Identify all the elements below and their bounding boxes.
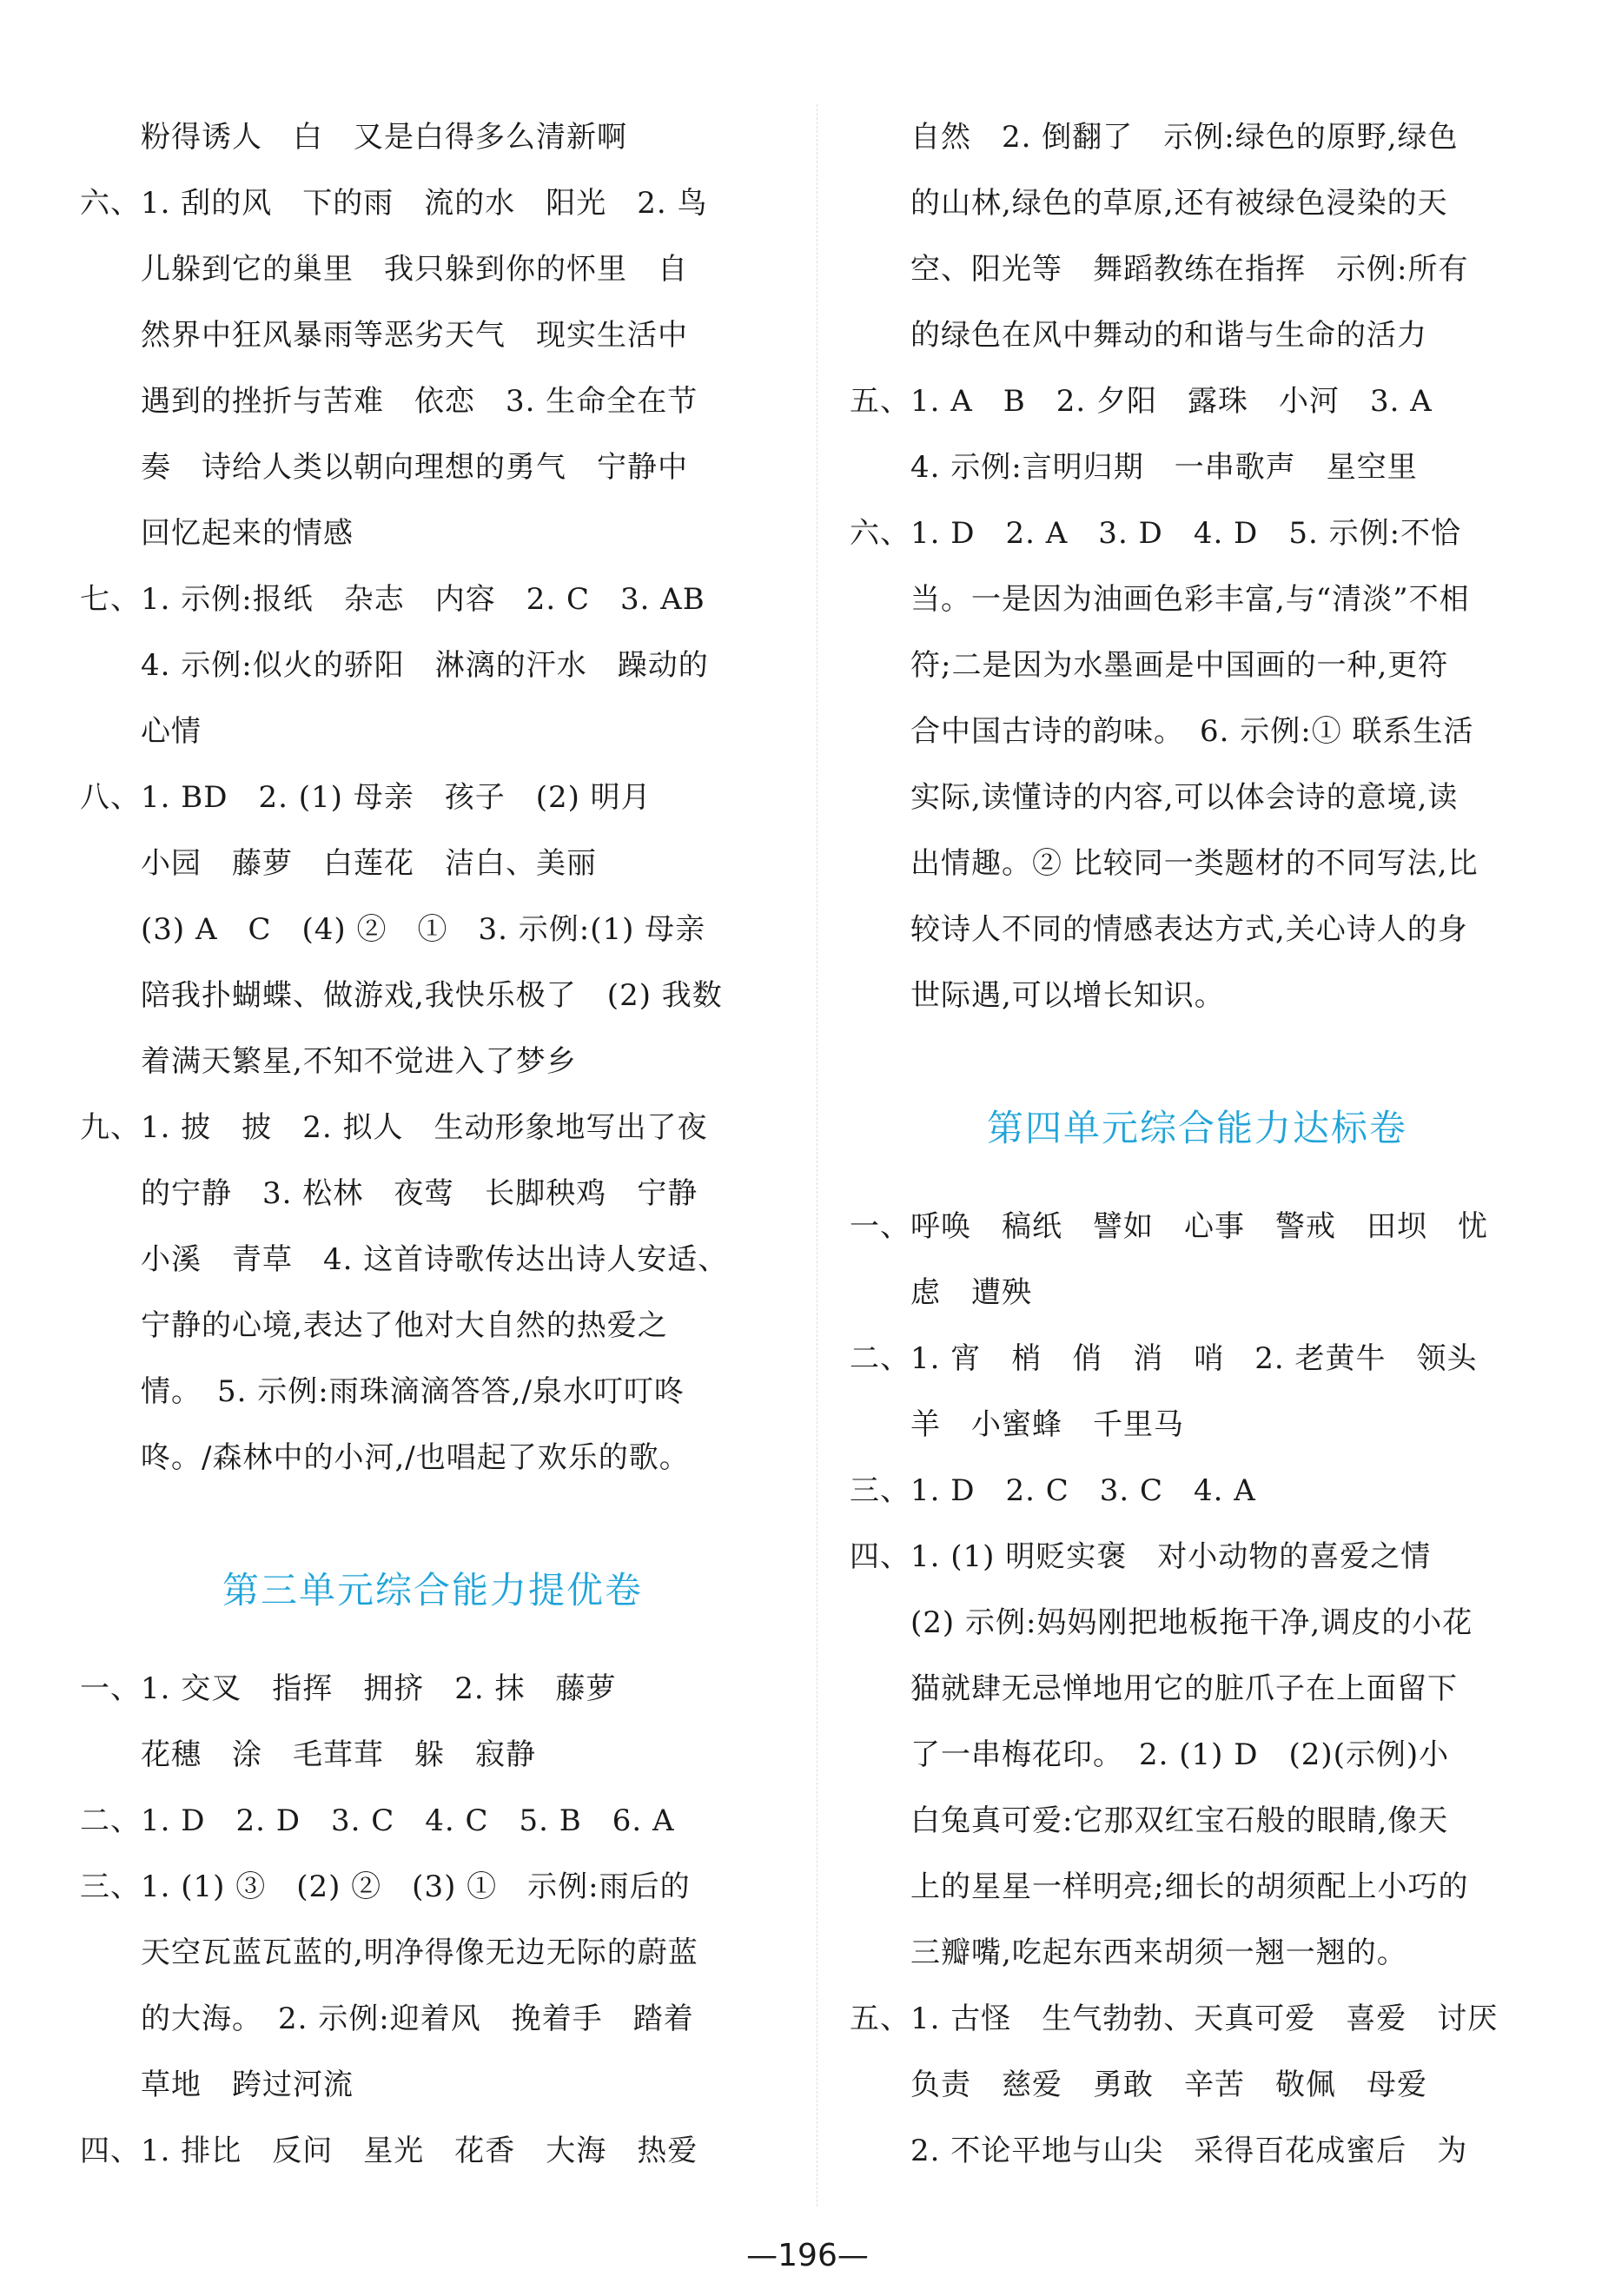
question-number: 三、: [850, 1473, 910, 1508]
answer-text: 1. BD 2. (1) 母亲 孩子 (2) 明月: [141, 780, 652, 815]
question-number: 二、: [80, 1803, 141, 1838]
page-number: —196—: [746, 2238, 869, 2273]
answer-line: [850, 566, 1545, 632]
question-number: 七、: [80, 582, 141, 617]
answer-text: 1. D 2. A 3. D 4. D 5. 示例:不恰: [910, 516, 1462, 551]
answer-line: [80, 1788, 785, 1854]
answer-text: 4. 示例:言明归期 一串歌声 星空里: [910, 450, 1418, 485]
answer-text: 当。一是因为油画色彩丰富,与“清淡”不相: [910, 582, 1470, 617]
answer-text: 负责 慈爱 勇敢 辛苦 敬佩 母爱: [910, 2068, 1427, 2102]
answer-line: [80, 764, 785, 830]
answer-line: [850, 2052, 1545, 2118]
answer-line: [850, 1788, 1545, 1854]
answer-text: 空、阳光等 舞蹈教练在指挥 示例:所有: [910, 252, 1469, 287]
answer-line: [850, 698, 1545, 764]
answer-line: [850, 1524, 1545, 1590]
section-title-unit4: 第四单元综合能力达标卷: [986, 1107, 1407, 1149]
answer-text: 符;二是因为水墨画是中国画的一种,更符: [910, 648, 1449, 683]
answer-text: 草地 跨过河流: [141, 2068, 354, 2102]
question-number: 五、: [850, 2002, 910, 2036]
answer-line: [850, 764, 1545, 830]
answer-text: 1. (1) ③ (2) ② (3) ① 示例:雨后的: [141, 1869, 691, 1904]
answer-text: 的大海。 2. 示例:迎着风 挽着手 踏着: [141, 2002, 694, 2036]
answer-line: [80, 1161, 785, 1227]
question-number: 四、: [80, 2134, 141, 2168]
answer-line: [850, 434, 1545, 500]
answer-text: 然界中狂风暴雨等恶劣天气 现实生活中: [141, 318, 688, 353]
answer-text: 出情趣。② 比较同一类题材的不同写法,比: [910, 846, 1479, 881]
question-number: 九、: [80, 1110, 141, 1145]
answer-line: [850, 1656, 1545, 1722]
answer-text: 三瓣嘴,吃起东西来胡须一翘一翘的。: [910, 1935, 1407, 1970]
answer-line: [850, 302, 1545, 368]
answer-text: 1. D 2. D 3. C 4. C 5. B 6. A: [141, 1803, 675, 1838]
answer-text: 小溪 青草 4. 这首诗歌传达出诗人安适、: [141, 1242, 729, 1277]
answer-line: [80, 236, 785, 302]
left-answers-part2: [80, 1656, 785, 2184]
answer-text: (3) A C (4) ② ① 3. 示例:(1) 母亲: [141, 912, 706, 947]
question-number: 五、: [850, 384, 910, 419]
answer-line: [80, 2052, 785, 2118]
answer-line: [850, 1590, 1545, 1656]
answer-text: 奏 诗给人类以朝向理想的勇气 宁静中: [141, 450, 688, 485]
answer-text: 猫就肆无忌惮地用它的脏爪子在上面留下: [910, 1671, 1458, 1706]
left-column: [80, 104, 785, 2184]
answer-line: [850, 170, 1545, 236]
answer-line: [80, 1656, 785, 1722]
answer-line: [850, 1458, 1545, 1524]
answer-line: [80, 302, 785, 368]
answer-text: 较诗人不同的情感表达方式,关心诗人的身: [910, 912, 1468, 947]
answer-text: 上的星星一样明亮;细长的胡须配上小巧的: [910, 1869, 1469, 1904]
answer-line: [850, 1260, 1545, 1326]
answer-text: 天空瓦蓝瓦蓝的,明净得像无边无际的蔚蓝: [141, 1935, 698, 1970]
answer-line: [80, 698, 785, 764]
question-number: 六、: [80, 186, 141, 221]
answer-text: 世际遇,可以增长知识。: [910, 978, 1225, 1013]
answer-line: [850, 500, 1545, 566]
answer-text: 咚。/森林中的小河,/也唱起了欢乐的歌。: [141, 1440, 690, 1475]
right-answers-part2: [850, 1194, 1545, 2184]
answer-text: 的山林,绿色的草原,还有被绿色浸染的天: [910, 186, 1448, 221]
answer-line: [80, 500, 785, 566]
right-answers-part1: [850, 104, 1545, 1029]
answer-line: [850, 368, 1545, 434]
answer-text: 实际,读懂诗的内容,可以体会诗的意境,读: [910, 780, 1459, 815]
answer-line: [80, 1425, 785, 1491]
answer-text: 着满天繁星,不知不觉进入了梦乡: [141, 1044, 577, 1079]
answer-line: [850, 1722, 1545, 1788]
answer-text: 1. 排比 反问 星光 花香 大海 热爱: [141, 2134, 698, 2168]
answer-line: [850, 2118, 1545, 2184]
answer-line: [850, 1326, 1545, 1392]
answer-line: [80, 1854, 785, 1920]
answer-line: [80, 1986, 785, 2052]
answer-line: [850, 1854, 1545, 1920]
answer-line: [850, 1194, 1545, 1260]
question-number: 六、: [850, 516, 910, 551]
answer-text: 呼唤 稿纸 譬如 心事 警戒 田坝 忧: [910, 1209, 1488, 1244]
answer-line: [80, 897, 785, 963]
answer-text: 花穗 涂 毛茸茸 躲 寂静: [141, 1737, 536, 1772]
answer-text: 的宁静 3. 松林 夜莺 长脚秧鸡 宁静: [141, 1176, 698, 1211]
answer-line: [80, 1722, 785, 1788]
answer-text: 1. 宵 梢 俏 消 哨 2. 老黄牛 领头: [910, 1341, 1478, 1376]
answer-line: [80, 1293, 785, 1359]
question-number: 八、: [80, 780, 141, 815]
answer-text: 遇到的挫折与苦难 依恋 3. 生命全在节: [141, 384, 698, 419]
right-column: [850, 104, 1545, 2184]
answer-line: [80, 1359, 785, 1425]
answer-line: [850, 632, 1545, 698]
answer-line: [850, 1392, 1545, 1458]
answer-line: [80, 2118, 785, 2184]
answer-line: [850, 104, 1545, 170]
question-number: 二、: [850, 1341, 910, 1376]
answer-text: 1. 交叉 指挥 拥挤 2. 抹 藤萝: [141, 1671, 617, 1706]
answer-line: [850, 830, 1545, 897]
answer-text: 宁静的心境,表达了他对大自然的热爱之: [141, 1308, 668, 1343]
answer-line: [80, 830, 785, 897]
answer-line: [850, 1920, 1545, 1986]
question-number: 一、: [850, 1209, 910, 1244]
answer-text: 虑 遭殃: [910, 1275, 1032, 1310]
answer-text: 情。 5. 示例:雨珠滴滴答答,/泉水叮叮咚: [141, 1374, 685, 1409]
question-number: 三、: [80, 1869, 141, 1904]
answer-text: 了一串梅花印。 2. (1) D (2)(示例)小: [910, 1737, 1450, 1772]
answer-text: 1. 古怪 生气勃勃、天真可爱 喜爱 讨厌: [910, 2002, 1499, 2036]
answer-text: 陪我扑蝴蝶、做游戏,我快乐极了 (2) 我数: [141, 978, 723, 1013]
column-divider: [817, 104, 818, 2207]
answer-line: [850, 963, 1545, 1029]
answer-text: 心情: [141, 714, 202, 749]
left-answers-part1: [80, 104, 785, 1491]
answer-line: [80, 104, 785, 170]
answer-line: [850, 236, 1545, 302]
answer-text: 1. 示例:报纸 杂志 内容 2. C 3. AB: [141, 582, 705, 617]
answer-text: 的绿色在风中舞动的和谐与生命的活力: [910, 318, 1427, 353]
answer-text: 白兔真可爱:它那双红宝石般的眼睛,像天: [910, 1803, 1449, 1838]
answer-line: [80, 1095, 785, 1161]
answer-line: [80, 1920, 785, 1986]
section-title-unit3: 第三单元综合能力提优卷: [222, 1569, 643, 1611]
answer-text: 儿躲到它的巢里 我只躲到你的怀里 自: [141, 252, 688, 287]
answer-text: 1. (1) 明贬实褒 对小动物的喜爱之情: [910, 1539, 1432, 1574]
answer-line: [80, 368, 785, 434]
answer-text: 4. 示例:似火的骄阳 淋漓的汗水 躁动的: [141, 648, 709, 683]
answer-text: 1. A B 2. 夕阳 露珠 小河 3. A: [910, 384, 1433, 419]
question-number: 一、: [80, 1671, 141, 1706]
answer-text: 1. 刮的风 下的雨 流的水 阳光 2. 鸟: [141, 186, 708, 221]
answer-text: 2. 不论平地与山尖 采得百花成蜜后 为: [910, 2134, 1468, 2168]
answer-line: [80, 1227, 785, 1293]
answer-text: 1. 披 披 2. 拟人 生动形象地写出了夜: [141, 1110, 708, 1145]
answer-text: 1. D 2. C 3. C 4. A: [910, 1473, 1256, 1508]
answer-text: 回忆起来的情感: [141, 516, 354, 551]
answer-text: 粉得诱人 白 又是白得多么清新啊: [141, 120, 627, 155]
question-number: 四、: [850, 1539, 910, 1574]
answer-line: [850, 1986, 1545, 2052]
answer-text: 羊 小蜜蜂 千里马: [910, 1407, 1184, 1442]
answer-text: 合中国古诗的韵味。 6. 示例:① 联系生活: [910, 714, 1474, 749]
answer-line: [80, 170, 785, 236]
answer-line: [80, 963, 785, 1029]
answer-text: 小园 藤萝 白莲花 洁白、美丽: [141, 846, 597, 881]
answer-text: 自然 2. 倒翻了 示例:绿色的原野,绿色: [910, 120, 1459, 155]
answer-line: [80, 632, 785, 698]
answer-line: [80, 566, 785, 632]
answer-line: [850, 897, 1545, 963]
answer-text: (2) 示例:妈妈刚把地板拖干净,调皮的小花: [910, 1605, 1473, 1640]
answer-line: [80, 1029, 785, 1095]
answer-line: [80, 434, 785, 500]
